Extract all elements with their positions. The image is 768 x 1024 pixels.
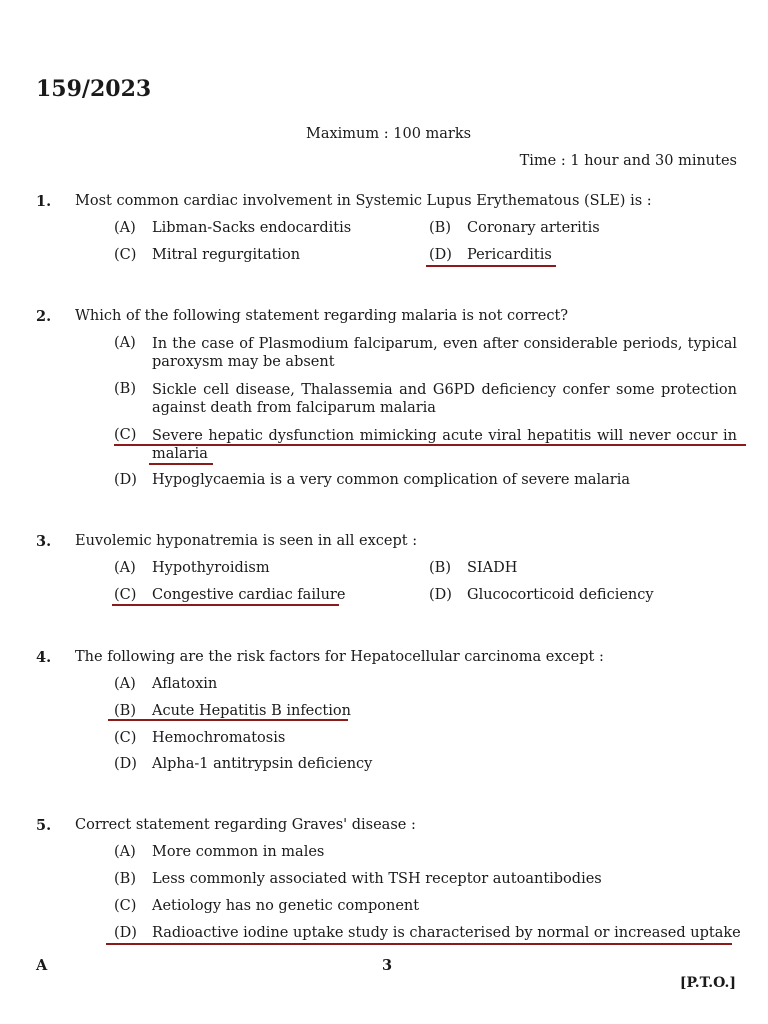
option-label: (D)	[429, 247, 452, 263]
option-d	[429, 587, 654, 603]
question-text: Euvolemic hyponatremia is seen in all except :	[75, 533, 418, 549]
option-label: (B)	[429, 560, 451, 576]
option-text: Coronary arteritis	[467, 220, 600, 236]
answer-underline	[108, 719, 348, 721]
option-text: Alpha-1 antitrypsin deficiency	[152, 756, 373, 772]
option-a	[114, 560, 270, 576]
option-text: Congestive cardiac failure	[152, 587, 346, 603]
question-number: 1.	[36, 193, 52, 210]
question-number: 4.	[36, 649, 52, 666]
option-text: Less commonly associated with TSH receptor autoantibodies	[152, 871, 602, 887]
option-text: In the case of Plasmodium falciparum, even after considerable periods, typical paroxysm may be absent	[152, 336, 737, 370]
option-d	[114, 756, 372, 772]
paper-code: 159/2023	[36, 76, 152, 102]
option-label: (D)	[114, 472, 137, 488]
answer-underline	[149, 463, 213, 465]
option-label: (A)	[114, 335, 136, 351]
maximum-marks: Maximum : 100 marks	[306, 126, 472, 142]
answer-underline	[426, 265, 556, 267]
answer-underline	[106, 943, 732, 945]
option-b	[114, 381, 737, 417]
answer-underline	[114, 444, 746, 446]
option-text: Acute Hepatitis B infection	[152, 703, 351, 719]
option-text: More common in males	[152, 844, 325, 860]
option-text: Radioactive iodine uptake study is characterised by normal or increased uptake	[152, 925, 741, 941]
option-label: (C)	[114, 730, 137, 746]
option-b	[429, 560, 517, 576]
option-a	[114, 844, 324, 860]
option-label: (B)	[429, 220, 451, 236]
option-label: (C)	[114, 247, 137, 263]
option-text: Severe hepatic dysfunction mimicking acute viral hepatitis will never occur in malaria	[152, 428, 737, 462]
option-label: (D)	[114, 925, 137, 941]
option-text: Mitral regurgitation	[152, 247, 301, 263]
option-c	[114, 247, 300, 263]
option-c	[114, 730, 285, 746]
option-d	[429, 247, 552, 263]
please-turn-over: [P.T.O.]	[679, 975, 736, 991]
option-d	[114, 925, 741, 941]
question-number: 5.	[36, 817, 52, 834]
option-text: Libman-Sacks endocarditis	[152, 220, 352, 236]
option-b	[114, 871, 602, 887]
option-text: Pericarditis	[467, 247, 552, 263]
question-number: 3.	[36, 533, 52, 550]
option-label: (C)	[114, 898, 137, 914]
option-text: SIADH	[467, 560, 518, 576]
option-a	[114, 335, 737, 371]
option-text: Aflatoxin	[152, 676, 218, 692]
option-text: Aetiology has no genetic component	[152, 898, 420, 914]
option-label: (A)	[114, 844, 136, 860]
option-text: Glucocorticoid deficiency	[467, 587, 654, 603]
option-a	[114, 676, 217, 692]
question-text: Most common cardiac involvement in Systemic Lupus Erythematous (SLE) is :	[75, 193, 652, 209]
page-number: 3	[382, 957, 393, 974]
option-label: (A)	[114, 560, 136, 576]
option-text: Sickle cell disease, Thalassemia and G6PD deficiency confer some protection against death from falciparum malaria	[152, 382, 737, 416]
option-label: (C)	[114, 587, 137, 603]
option-d	[114, 472, 630, 488]
option-c	[114, 898, 419, 914]
option-c	[114, 587, 345, 603]
option-text: Hypothyroidism	[152, 560, 270, 576]
option-label: (B)	[114, 703, 136, 719]
option-label: (B)	[114, 871, 136, 887]
option-label: (B)	[114, 381, 136, 397]
option-label: (D)	[429, 587, 452, 603]
question-number: 2.	[36, 308, 52, 325]
option-label: (D)	[114, 756, 137, 772]
option-label: (A)	[114, 676, 136, 692]
option-label: (A)	[114, 220, 136, 236]
question-text: The following are the risk factors for Hepatocellular carcinoma except :	[75, 649, 604, 665]
option-a	[114, 220, 351, 236]
question-text: Which of the following statement regarding malaria is not correct?	[75, 308, 569, 324]
option-text: Hemochromatosis	[152, 730, 286, 746]
set-code: A	[36, 957, 48, 974]
question-text: Correct statement regarding Graves' disease :	[75, 817, 416, 833]
option-b	[429, 220, 600, 236]
option-b	[114, 703, 351, 719]
option-text: Hypoglycaemia is a very common complication of severe malaria	[152, 472, 630, 488]
option-label: (C)	[114, 427, 137, 443]
answer-underline	[112, 604, 339, 606]
time-allowed: Time : 1 hour and 30 minutes	[519, 153, 737, 169]
